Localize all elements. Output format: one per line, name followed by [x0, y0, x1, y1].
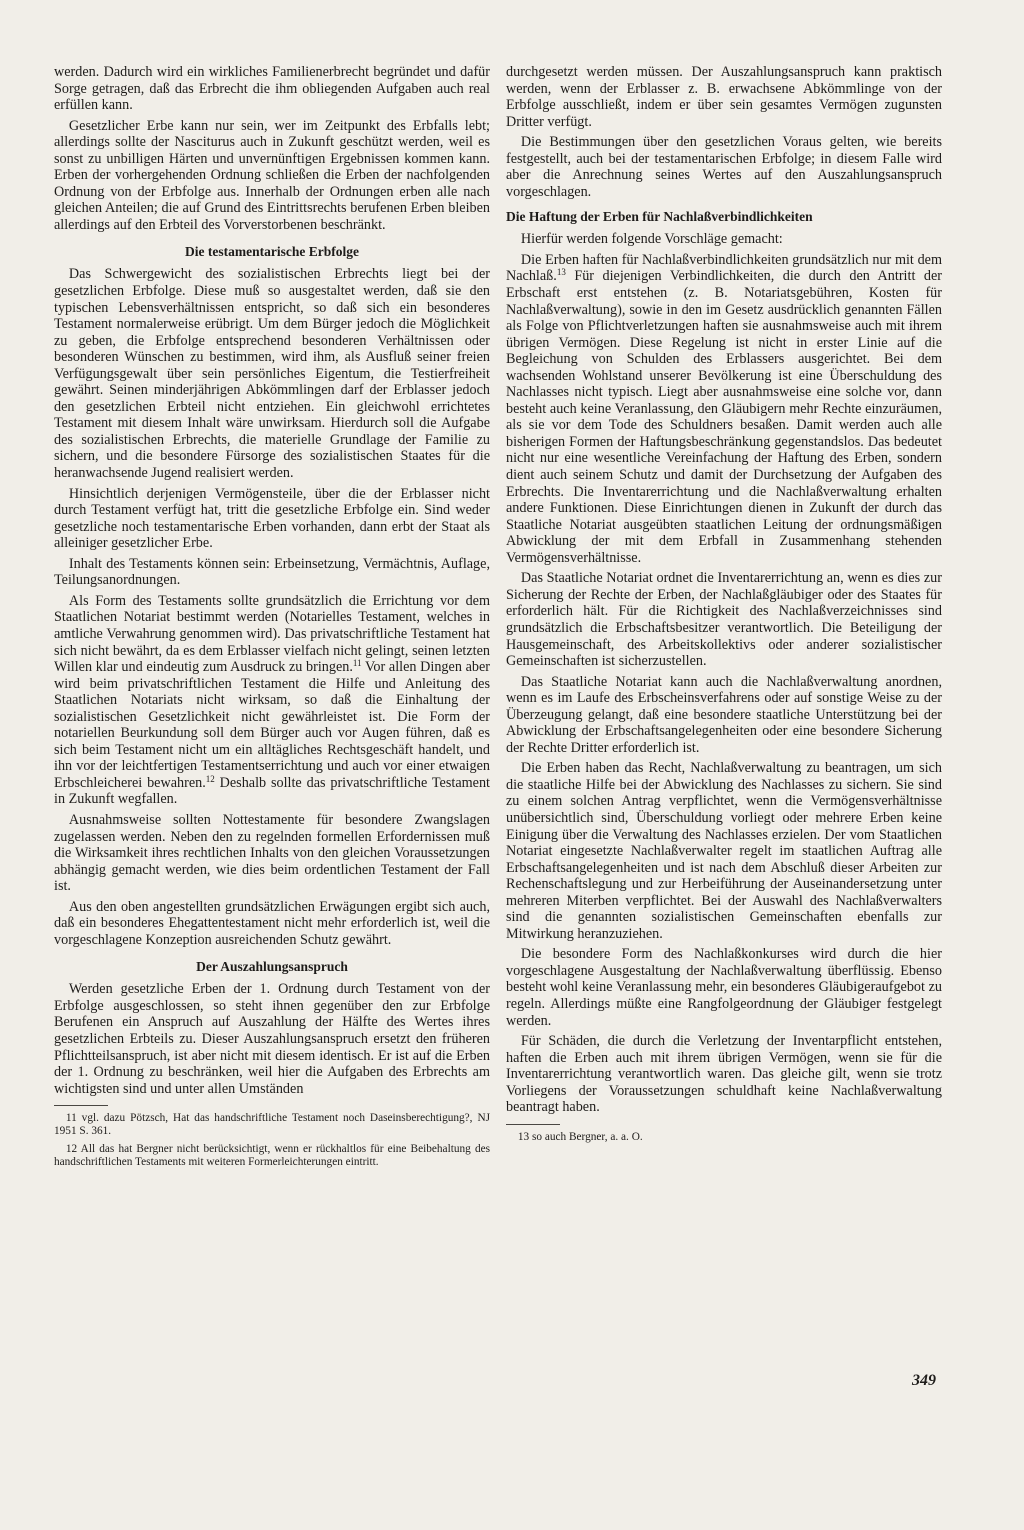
paragraph: Das Staatliche Notariat kann auch die Nachlaßverwaltung anordnen, wenn es im Laufe des Erbscheinsverfahrens oder auf sonstige Weise zu der Überzeugung gelangt, daß eine besondere staatliche Unterstützung bei der Abwicklung der Erbschaftsangelegenheiten oder eine besondere Sicherung der Rechte Dritter erforderlich ist.: [506, 673, 942, 756]
footnote: 12 All das hat Bergner nicht berücksichtigt, wenn er rückhaltlos für eine Beibehaltung des handschriftlichen Testaments mit weiteren Formerleichterungen eintritt.: [54, 1142, 490, 1168]
paragraph: Hinsichtlich derjenigen Vermögensteile, über die der Erblasser nicht durch Testament verfügt hat, tritt die gesetzliche Erbfolge ein. Sind weder gesetzliche noch testamentarische Erben vorhanden, dann erbt der Staat als alleiniger gesetzlicher Erbe.: [54, 485, 490, 552]
paragraph: Für Schäden, die durch die Verletzung der Inventarpflicht entstehen, haften die Erben auch mit ihrem übrigen Vermögen, wenn sie für die Inventarerrichtung verantwortlich waren. Das gleiche gilt, wenn sie trotz Vorliegens der Voraussetzungen schuldhaft keine Nachlaßverwaltung beantragt haben.: [506, 1033, 942, 1116]
footnote: 13 so auch Bergner, a. a. O.: [517, 1130, 643, 1143]
paragraph: durchgesetzt werden müssen. Der Auszahlungsanspruch kann praktisch werden, wenn der Erblasser z. B. erwachsene Abkömmlinge von der Erbfolge ausschließt, indem er über sein gesamtes Vermögen zugunsten Dritter verfügt.: [506, 64, 942, 130]
section-heading: Die testamentarische Erbfolge: [185, 244, 359, 260]
footnote-ref: 11: [352, 658, 362, 669]
paragraph: [506, 252, 942, 566]
paragraph-text: Deshalb sollte das privatschriftliche Testament in Zukunft wegfallen.: [54, 774, 490, 808]
page-number: 349: [912, 1372, 936, 1389]
paragraph: Die Erben haben das Recht, Nachlaßverwaltung zu beantragen, um sich die staatliche Hilfe bei der Abwicklung des Nachlasses zu sichern. Sie sind zu einem solchen Antrag verpflichtet, wenn die Vermögensverhältnisse unübersichtlich sind, Überschuldung vorliegt oder mehrere Erben keine Einigung über die Verwaltung des Nachlasses erzielen. Der vom Staatlichen Notariat eingesetzte Nachlaßverwalter regelt im staatlichen Auftrag alle Erbschaftsangelegenheiten und ist nach dem Abschluß dieser Arbeiten zur Rechenschaftslegung und zur Herbeiführung der Auseinandersetzung unter mehreren Miterben verpflichtet. Bei der Auswahl des Nachlaßverwalters sind die genannten sozialistischen Gemeinschaften ebenfalls zur Mitwirkung heranzuziehen.: [506, 760, 942, 942]
right-column: [506, 64, 942, 1148]
footnote-divider: [506, 1124, 560, 1125]
paragraph: werden. Dadurch wird ein wirkliches Familienerbrecht begründet und dafür Sorge getragen, daß das Erbrecht die ihm obliegenden Aufgaben auch real erfüllen kann.: [54, 64, 490, 114]
paragraph-text: Vor allen Dingen aber wird beim privatschriftlichen Testament die Hilfe und Anleitung des Staatlichen Notariats nicht wirksam, so daß die Einhaltung der sozialistischen Gesetzlichkeit nicht gewährleistet ist. Die Form der notariellen Beurkundung soll dem Bürger auch vor Augen führen, daß es sich beim Testament nicht um ein alltägliches Rechtsgeschäft handelt, und ihn vor der leichtfertigen Testamentserrichtung und auch vor einer etwaigen Erbschleicherei bewahren.: [54, 659, 490, 791]
paragraph: Inhalt des Testaments können sein: Erbeinsetzung, Vermächtnis, Auflage, Teilungsanordnungen.: [54, 555, 490, 589]
left-column: [54, 64, 490, 1173]
section-heading: Die Haftung der Erben für Nachlaßverbindlichkeiten: [506, 209, 813, 225]
footnote-ref: 13: [556, 267, 566, 278]
footnote-divider: [54, 1105, 108, 1106]
footnote: 11 vgl. dazu Pötzsch, Hat das handschriftliche Testament noch Daseinsberechtigung?, NJ 1951 S. 361.: [54, 1112, 490, 1138]
paragraph: Gesetzlicher Erbe kann nur sein, wer im Zeitpunkt des Erbfalls lebt; allerdings sollte der Nasciturus auch in Zukunft geschützt werden, weil es sonst zu unbilligen Härten und unvernünftigen Ergebnissen kommen kann. Erben der vorhergehenden Ordnung schließen die Erben der nachfolgenden Ordnung von der Erbfolge aus. Innerhalb der Ordnungen erben alle nach gleichen Anteilen; die auf Grund des Eintrittsrechts berufenen Erben bleiben allerdings auf den Erbteil des Vorverstorbenen beschränkt.: [54, 117, 490, 233]
paragraph: Die Bestimmungen über den gesetzlichen Voraus gelten, wie bereits festgestellt, auch bei der testamentarischen Erbfolge; in diesem Falle wird aber die Anrechnung seines Wertes auf den Auszahlungsanspruch vorgeschlagen.: [506, 134, 942, 200]
paragraph: Das Staatliche Notariat ordnet die Inventarerrichtung an, wenn es dies zur Sicherung der Rechte der Erben, der Nachlaßgläubiger oder des Staates für erforderlich hält. Für die Richtigkeit des Nachlaßverzeichnisses sind grundsätzlich die Erbschaftsbesitzer verantwortlich. Die Beteiligung der Hausgemeinschaft, des Arbeitskollektivs oder anderer sozialistischer Gemeinschaften ist sicherzustellen.: [506, 570, 942, 670]
paragraph: Das Schwergewicht des sozialistischen Erbrechts liegt bei der gesetzlichen Erbfolge. Diese muß so ausgestaltet werden, daß sie den typischen Lebensverhältnissen entspricht, so daß sich ein besonderes Testament normalerweise erübrigt. Um dem Bürger jedoch die Möglichkeit zu geben, die Erbfolge entsprechend besonderen Verhältnissen oder besonderen Wünschen zu bestimmen, wird ihm, als Ausfluß seiner freien Verfügungsgewalt über sein persönliches Eigentum, die Testierfreiheit gewährt. Seinen minderjährigen Abkömmlingen darf der Erblasser jedoch den gesetzlichen Erbteil nicht entziehen. Ein gleichwohl errichtetes Testament mit diesem Inhalt wäre unwirksam. Hierdurch soll die Aufgabe des sozialistischen Erbrechts, die materielle Grundlage der Familie zu sichern, und die besondere Fürsorge des sozialistischen Staates für die heranwachsende Jugend realisiert werden.: [54, 266, 490, 482]
paragraph: Aus den oben angestellten grundsätzlichen Erwägungen ergibt sich auch, daß ein besonderes Ehegattentestament nicht mehr erforderlich ist, weil die vorgeschlagene Konzeption ausreichenden Schutz gewährt.: [54, 898, 490, 948]
paragraph: [54, 593, 490, 808]
paragraph: Die besondere Form des Nachlaßkonkurses wird durch die hier vorgeschlagene Ausgestaltung der Nachlaßverwaltung überflüssig. Ebenso besteht wohl keine Veranlassung mehr, ein besonderes Gläubigeraufgebot zu regeln. Allerdings müßte eine Rangfolgeordnung der Gläubiger festgelegt werden.: [506, 946, 942, 1029]
paragraph: Werden gesetzliche Erben der 1. Ordnung durch Testament von der Erbfolge ausgeschlossen, so steht ihnen gegenüber den zur Erbfolge Berufenen ein Anspruch auf Auszahlung der Hälfte des Wertes ihres gesetzlichen Erbteils zu. Dieser Auszahlungsanspruch ersetzt den früheren Pflichtteilsanspruch, ist aber nicht mit diesem identisch. Er ist auf die Erben der 1. Ordnung zu beschränken, weil hier die Aufgaben des Erbrechts am wichtigsten sind und unter allen Umständen: [54, 981, 490, 1097]
section-heading: Der Auszahlungsanspruch: [196, 959, 348, 975]
paragraph-text: Für diejenigen Verbindlichkeiten, die durch den Antritt der Erbschaft erst entstehen (z. B. Notariatsgebühren, Kosten für Nachlaßverwaltung), sowie in den im Gesetz ausdrücklich genannten Fällen als Folge von Pflichtverletzungen haften sie ausnahmsweise auch mit ihrem übrigen Vermögen. Diese Regelung ist nicht in erster Linie auf die Begleichung von Schulden des Erblassers ausgerichtet. Bei dem wachsenden Wohlstand unserer Bevölkerung ist eine Überschuldung des Nachlasses nicht typisch. Liegt aber ausnahmsweise eine solche vor, dann besteht auch keine Veranlassung, den Gläubigern mehr Rechte einzuräumen, als sie vor dem Tode des Schuldners besaßen. Damit werden auch alle bisherigen Formen der Haftungsbeschränkung gegenstandslos. Das bedeutet nicht nur eine wesentliche Vereinfachung der Haftung des Erben, sondern dient auch seinem Schutz und damit der Durchsetzung der Aufgaben des Erbrechts. Die Inventarerrichtung und die Nachlaßverwaltung erhalten andere Funktionen. Diese Einrichtungen dienen in Zukunft der durch das Staatliche Notariat ausgeübten staatlichen Leitung der ordnungsmäßigen Abwicklung der mit dem Erbfall in Zusammenhang stehenden Vermögensverhältnisse.: [506, 268, 942, 566]
paragraph-text: Die Erben haften für Nachlaßverbindlichkeiten grundsätzlich nur mit dem Nachlaß.: [506, 251, 942, 285]
paragraph: Hierfür werden folgende Vorschläge gemacht:: [520, 231, 783, 248]
paragraph-text: Als Form des Testaments sollte grundsätzlich die Errichtung vor dem Staatlichen Notariat bestimmt werden (Notarielles Testament, welches in amtliche Verwahrung genommen wird). Das privatschriftliche Testament hat sich nicht bewährt, da es dem Erblasser vielfach nicht gelingt, seinen letzten Willen klar und eindeutig zum Ausdruck zu bringen.: [54, 592, 490, 676]
footnote-ref: 12: [205, 773, 215, 784]
paragraph: Ausnahmsweise sollten Nottestamente für besondere Zwangslagen zugelassen werden. Neben den zu regelnden formellen Erfordernissen muß die Wirksamkeit ihres rechtlichen Inhalts von den gleichen Voraussetzungen abhängig gemacht werden, wie dies beim ordentlichen Testament der Fall ist.: [54, 811, 490, 895]
